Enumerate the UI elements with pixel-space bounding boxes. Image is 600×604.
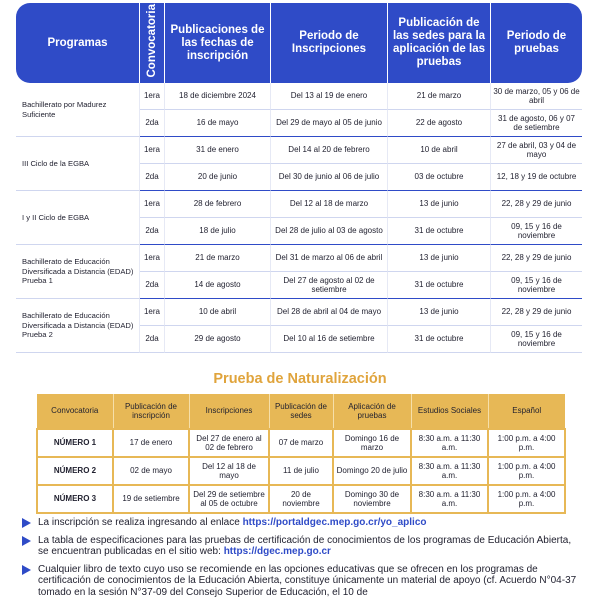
table-cell: Del 28 de julio al 03 de agosto [271,218,388,245]
schedule-header-row [16,3,582,83]
header-cell: Aplicación de pruebas [333,394,411,429]
table-cell: 12, 18 y 19 de octubre [491,164,582,191]
table-cell: Del 13 al 19 de enero [271,83,388,110]
program-name: III Ciclo de la EGBA [16,137,140,191]
note-item [22,517,582,529]
table-row [16,191,582,218]
header-cell: Estudios Sociales [411,394,488,429]
schedule-table [16,3,582,353]
table-cell: Del 31 de marzo al 06 de abril [271,245,388,272]
table-row [37,485,565,513]
program-name: Bachillerato por Madurez Suficiente [16,83,140,137]
table-cell: 31 de agosto, 06 y 07 de setiembre [491,110,582,137]
header-programas: Programas [16,3,140,83]
table-cell: 31 de enero [165,137,271,164]
note-item [22,535,582,558]
table-cell: 1:00 p.m. a 4:00 p.m. [488,457,565,485]
table-cell: 27 de abril, 03 y 04 de mayo [491,137,582,164]
table-cell: 8:30 a.m. a 11:30 a.m. [411,429,488,457]
table-cell: 1:00 p.m. a 4:00 p.m. [488,485,565,513]
program-name: Bachillerato de Educación Diversificada a Distancia (EDAD) Prueba 2 [16,299,140,353]
table-row [16,83,582,110]
table-row [16,137,582,164]
table-cell: Del 27 de enero al 02 de febrero [189,429,269,457]
table-cell: 17 de enero [113,429,189,457]
convocatoria-number: NÚMERO 1 [37,429,113,457]
table-cell: 8:30 a.m. a 11:30 a.m. [411,457,488,485]
header-periodo-inscripciones: Periodo de Inscripciones [271,3,388,83]
table-cell: Del 27 de agosto al 02 de setiembre [271,272,388,299]
table-cell: 02 de mayo [113,457,189,485]
table-cell: Del 12 al 18 de mayo [189,457,269,485]
table-cell: 07 de marzo [269,429,333,457]
table-cell: 22 de agosto [388,110,491,137]
header-periodo-pruebas: Periodo de pruebas [491,3,582,83]
table-cell: 18 de julio [165,218,271,245]
table-cell: 13 de junio [388,299,491,326]
table-cell: 30 de marzo, 05 y 06 de abril [491,83,582,110]
table-cell: 16 de mayo [165,110,271,137]
note-text: La tabla de especificaciones para las pruebas de certificación de conocimientos de los programas de Educación Abierta, se encuentran publicadas en el sitio web: [38,534,572,557]
header-cell: Inscripciones [189,394,269,429]
table-row [37,457,565,485]
table-cell: 21 de marzo [165,245,271,272]
convocatoria-cell: 1era [140,191,165,218]
convocatoria-cell: 1era [140,137,165,164]
table-cell: 10 de abril [388,137,491,164]
notes-list [22,517,582,604]
table-cell: 31 de octubre [388,272,491,299]
header-cell: Convocatoria [37,394,113,429]
convocatoria-cell: 2da [140,218,165,245]
table-cell: 22, 28 y 29 de junio [491,299,582,326]
table-cell: 8:30 a.m. a 11:30 a.m. [411,485,488,513]
convocatoria-cell: 2da [140,326,165,353]
table-cell: 13 de junio [388,245,491,272]
table-cell: 14 de agosto [165,272,271,299]
table-cell: 09, 15 y 16 de noviembre [491,218,582,245]
table-cell: Domingo 30 de noviembre [333,485,411,513]
table-cell: Del 30 de junio al 06 de julio [271,164,388,191]
table-cell: 21 de marzo [388,83,491,110]
table-cell: Del 28 de abril al 04 de mayo [271,299,388,326]
table-cell: Domingo 20 de julio [333,457,411,485]
table-cell: 22, 28 y 29 de junio [491,245,582,272]
arrow-bullet-icon [22,536,31,546]
convocatoria-number: NÚMERO 3 [37,485,113,513]
table-row [16,299,582,326]
table-cell: Domingo 16 de marzo [333,429,411,457]
table-row [16,245,582,272]
table-cell: 18 de diciembre 2024 [165,83,271,110]
convocatoria-cell: 2da [140,164,165,191]
table-cell: Del 14 al 20 de febrero [271,137,388,164]
note-text: Cualquier libro de texto cuyo uso se recomiende en las opciones educativas que se ofrecen en los programas de certificación de conocimientos de la Educación Abierta, constituye únicamente un material de apoyo (cf. Acuerdo N°04-37 tomado en la sesión N°37-09 del Consejo Superior de Educación, el 10 de [38,563,577,598]
note-item [22,564,582,599]
table-cell: 11 de julio [269,457,333,485]
table-cell: Del 29 de mayo al 05 de junio [271,110,388,137]
note-text: La inscripción se realiza ingresando al enlace [38,517,243,528]
table-cell: 31 de octubre [388,218,491,245]
convocatoria-cell: 1era [140,245,165,272]
header-cell: Publicación de sedes [269,394,333,429]
table-cell: 10 de abril [165,299,271,326]
arrow-bullet-icon [22,565,31,575]
table-cell: 22, 28 y 29 de junio [491,191,582,218]
program-name: Bachillerato de Educación Diversificada a Distancia (EDAD) Prueba 1 [16,245,140,299]
header-cell: Publicación de inscripción [113,394,189,429]
convocatoria-cell: 2da [140,110,165,137]
convocatoria-cell: 1era [140,299,165,326]
registration-link[interactable]: https://portaldgec.mep.go.cr/yo_aplico [242,517,427,528]
table-row [37,429,565,457]
naturalizacion-table [36,394,566,514]
header-convocatoria [140,3,165,83]
naturalizacion-title: Prueba de Naturalización [213,371,387,387]
header-publicaciones: Publicaciones de las fechas de inscripción [165,3,271,83]
table-cell: 19 de setiembre [113,485,189,513]
table-cell: 09, 15 y 16 de noviembre [491,272,582,299]
arrow-bullet-icon [22,518,31,528]
table-cell: 13 de junio [388,191,491,218]
header-convocatoria-label: Convocatoria [145,4,158,78]
table-cell: 29 de agosto [165,326,271,353]
table-cell: 1:00 p.m. a 4:00 p.m. [488,429,565,457]
table-cell: Del 29 de setiembre al 05 de octubre [189,485,269,513]
naturalizacion-header-row [37,394,565,429]
dgec-website-link[interactable]: https://dgec.mep.go.cr [223,546,331,557]
convocatoria-cell: 1era [140,83,165,110]
header-publicacion-sedes: Publicación de las sedes para la aplicación de las pruebas [388,3,491,83]
table-cell: 20 de noviembre [269,485,333,513]
table-cell: Del 10 al 16 de setiembre [271,326,388,353]
table-cell: 03 de octubre [388,164,491,191]
header-cell: Español [488,394,565,429]
convocatoria-cell: 2da [140,272,165,299]
table-cell: 31 de octubre [388,326,491,353]
convocatoria-number: NÚMERO 2 [37,457,113,485]
table-cell: 09, 15 y 16 de noviembre [491,326,582,353]
table-cell: Del 12 al 18 de marzo [271,191,388,218]
table-cell: 20 de junio [165,164,271,191]
table-cell: 28 de febrero [165,191,271,218]
program-name: I y II Ciclo de EGBA [16,191,140,245]
